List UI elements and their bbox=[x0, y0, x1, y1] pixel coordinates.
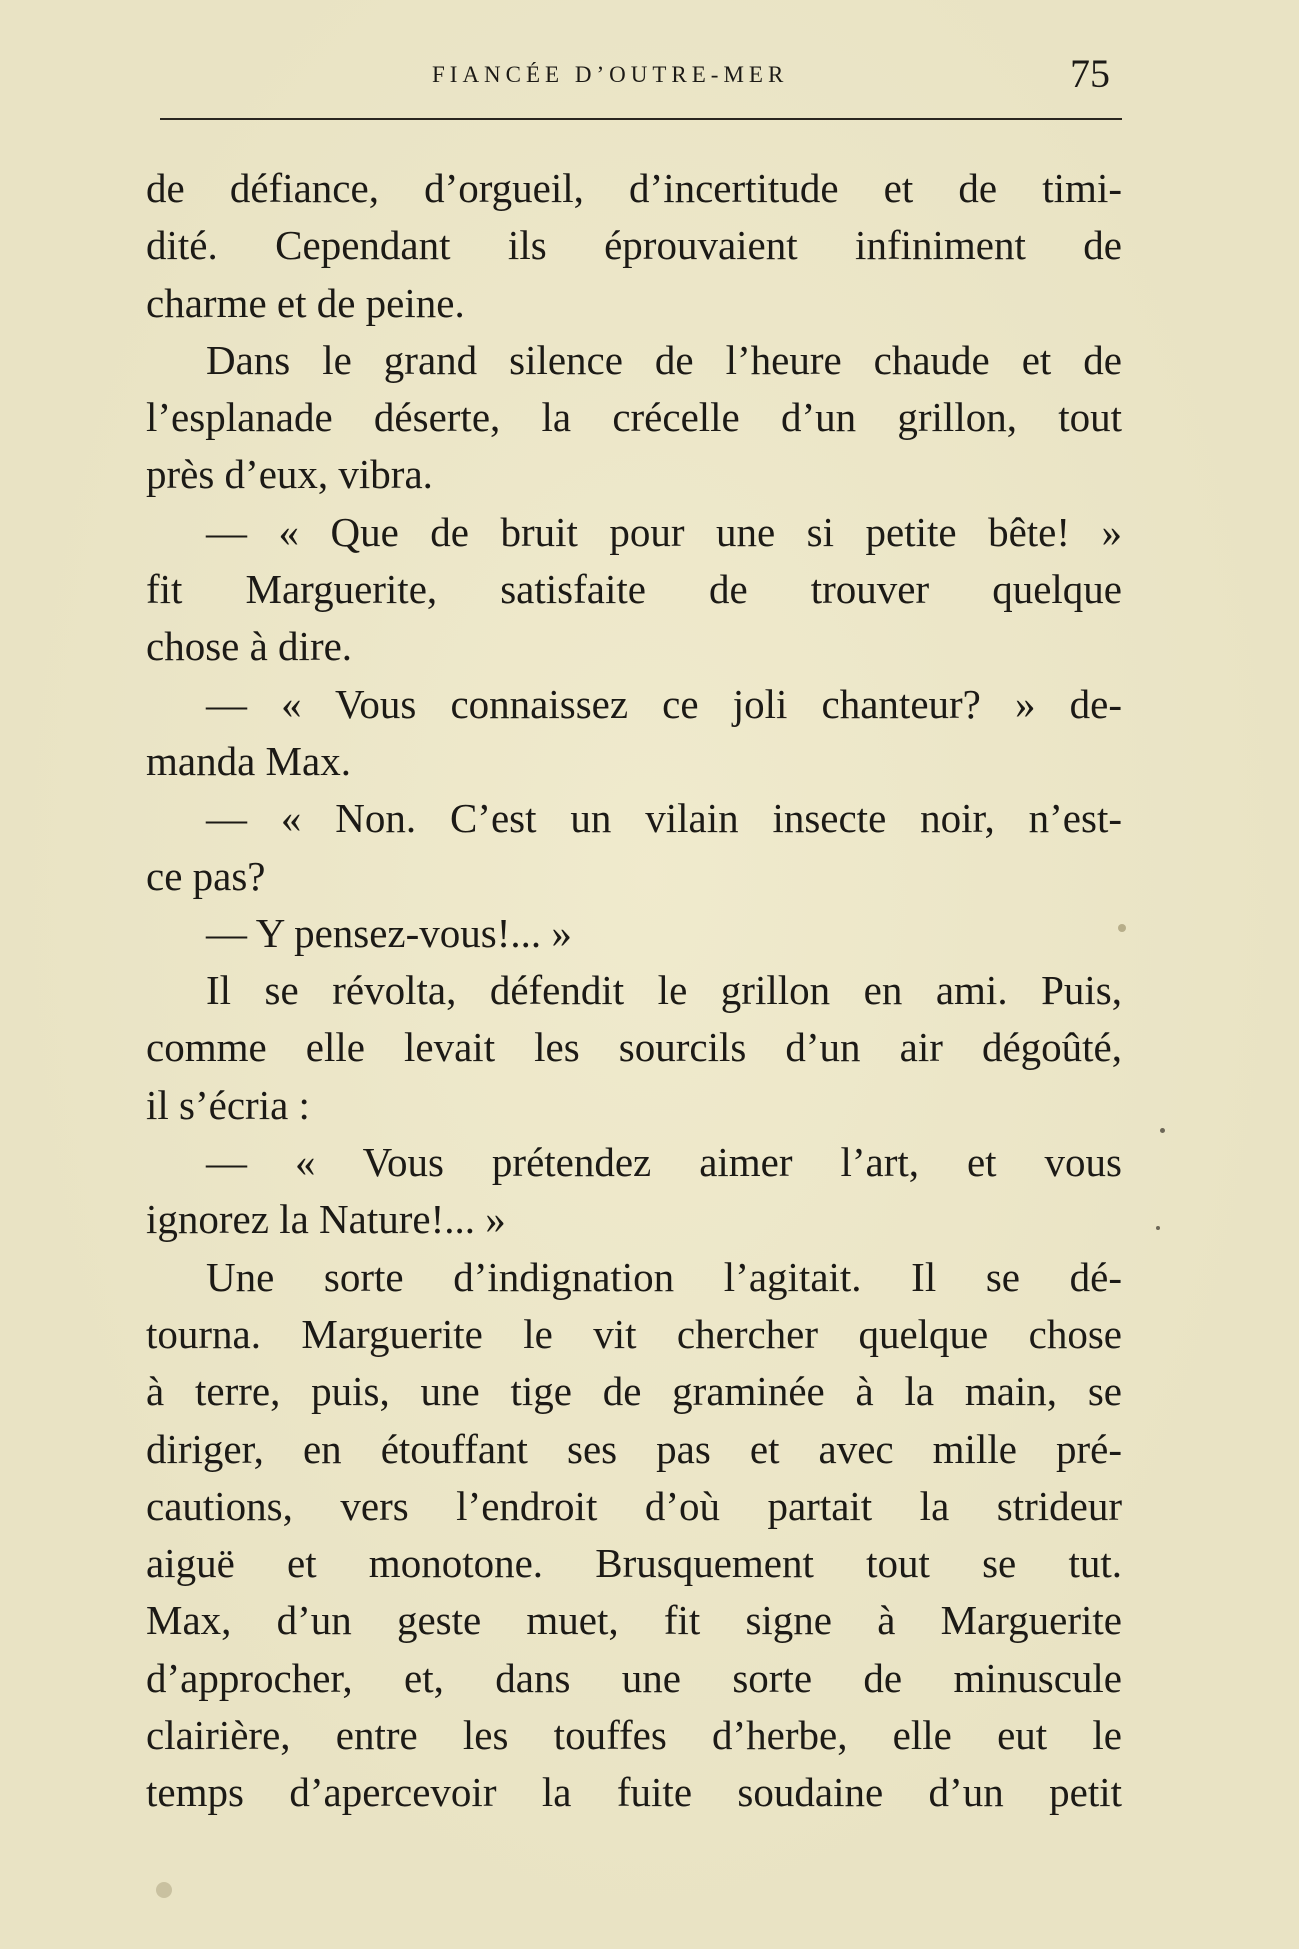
text-line: — « Que de bruit pour une si petite bête! » bbox=[206, 508, 1122, 555]
text-line: Il se révolta, défendit le grillon en ami. Puis, bbox=[206, 967, 1122, 1014]
paper-speck bbox=[1156, 1226, 1160, 1230]
paper-speck bbox=[1118, 924, 1126, 932]
header-rule bbox=[160, 118, 1122, 120]
text-line: tourna. Marguerite le vit chercher quelque chose bbox=[146, 1310, 1122, 1357]
running-head bbox=[160, 48, 1120, 108]
text-line: de défiance, d’orgueil, d’incertitude et de timi- bbox=[146, 165, 1122, 211]
text-line: comme elle levait les sourcils d’un air dégoûté, bbox=[146, 1024, 1122, 1071]
running-title: FIANCÉE D’OUTRE-MER bbox=[432, 62, 789, 87]
text-line: — « Non. C’est un vilain insecte noir, n’est- bbox=[206, 795, 1122, 842]
text-line: l’esplanade déserte, la crécelle d’un grillon, tout bbox=[146, 394, 1122, 441]
page-number: 75 bbox=[1070, 51, 1110, 96]
text-line: cautions, vers l’endroit d’où partait la strideur bbox=[146, 1482, 1122, 1529]
text-line: Max, d’un geste muet, fit signe à Marguerite bbox=[146, 1597, 1122, 1644]
text-line: — « Vous connaissez ce joli chanteur? » de- bbox=[206, 680, 1122, 727]
text-line: clairière, entre les touffes d’herbe, elle eut le bbox=[146, 1712, 1122, 1759]
text-line: il s’écria : bbox=[146, 1081, 310, 1128]
text-line: fit Marguerite, satisfaite de trouver quelque bbox=[146, 566, 1122, 613]
text-line: dité. Cependant ils éprouvaient infiniment de bbox=[146, 222, 1122, 269]
text-line: Une sorte d’indignation l’agitait. Il se dé- bbox=[206, 1253, 1122, 1300]
text-line: près d’eux, vibra. bbox=[146, 451, 433, 498]
text-line: diriger, en étouffant ses pas et avec mille pré- bbox=[146, 1425, 1122, 1472]
text-line: d’approcher, et, dans une sorte de minuscule bbox=[146, 1654, 1122, 1701]
text-line: chose à dire. bbox=[146, 623, 353, 670]
text-line: manda Max. bbox=[146, 737, 351, 784]
paper-speck bbox=[1160, 1128, 1165, 1133]
text-line: Dans le grand silence de l’heure chaude et de bbox=[206, 336, 1122, 383]
text-line: aiguë et monotone. Brusquement tout se tut. bbox=[146, 1540, 1122, 1587]
text-line: ce pas? bbox=[146, 852, 266, 899]
text-line: — « Vous prétendez aimer l’art, et vous bbox=[206, 1139, 1122, 1186]
text-line: à terre, puis, une tige de graminée à la main, se bbox=[146, 1368, 1122, 1415]
text-line: ignorez la Nature!... » bbox=[146, 1196, 506, 1243]
body-text bbox=[146, 160, 1122, 1822]
paper-speck bbox=[156, 1882, 172, 1898]
text-line: — Y pensez-vous!... » bbox=[206, 909, 572, 956]
text-line: charme et de peine. bbox=[146, 279, 465, 326]
text-line: temps d’apercevoir la fuite soudaine d’un petit bbox=[146, 1769, 1122, 1816]
